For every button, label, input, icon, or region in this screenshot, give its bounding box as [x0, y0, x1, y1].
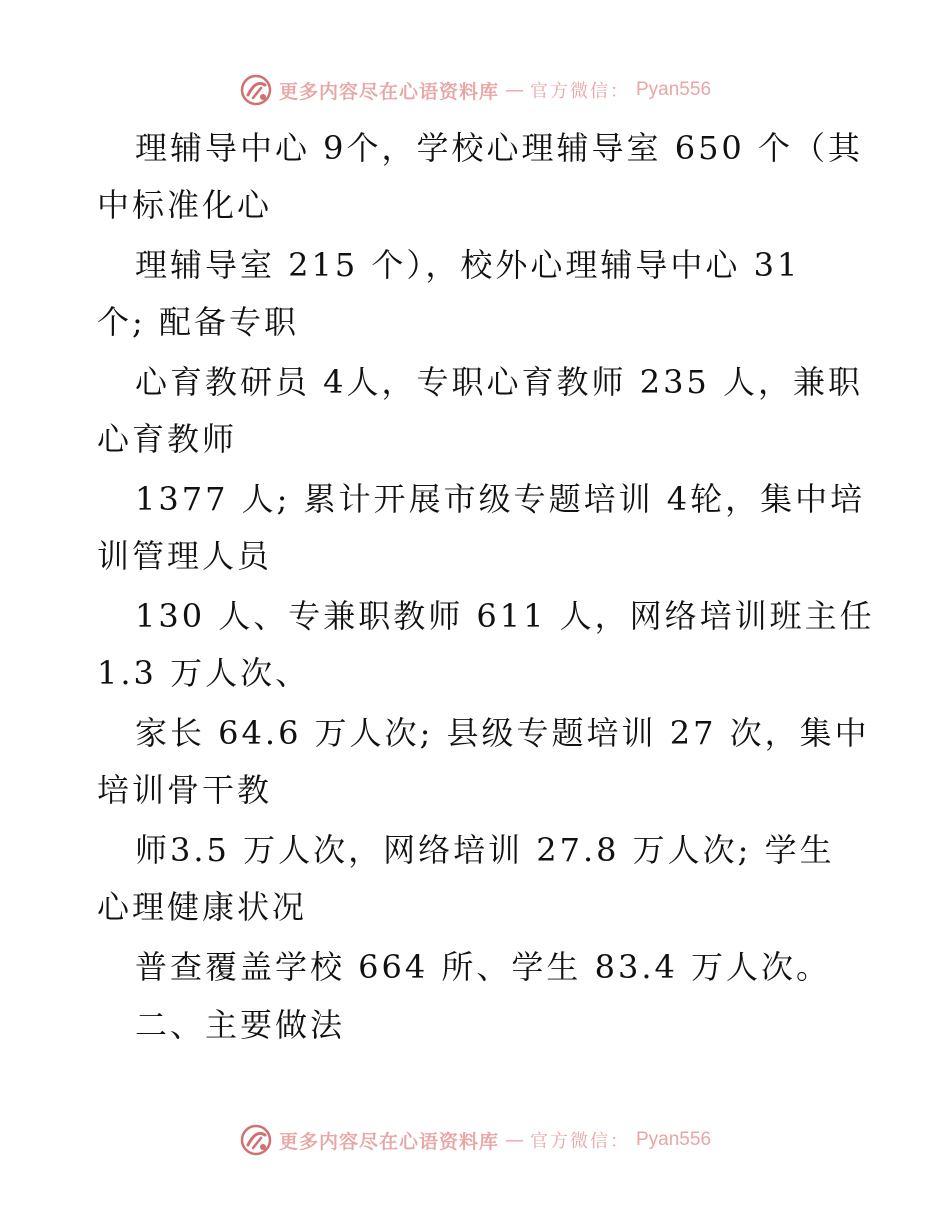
text-line: 130 人、专兼职教师 611 人，网络培训班主任	[135, 597, 875, 635]
section-heading: 二、主要做法	[135, 1006, 346, 1044]
watermark-wechat-label: 官方微信：	[530, 1131, 630, 1152]
text-line: 家长 64.6 万人次; 县级专题培训 27 次，集中	[135, 714, 870, 752]
watermark-text: 更多内容尽在心语资料库	[278, 1130, 499, 1153]
brand-logo-icon	[239, 73, 273, 107]
footer-watermark	[0, 1120, 950, 1160]
watermark-wechat-id: Pyan556	[636, 79, 712, 100]
watermark-dash: —	[505, 79, 524, 101]
text-line: 心育教研员 4人，专职心育教师 235 人，兼职	[135, 363, 863, 401]
header-watermark	[0, 70, 950, 110]
text-line: 师3.5 万人次，网络培训 27.8 万人次; 学生	[135, 831, 835, 869]
watermark-dash: —	[505, 1129, 524, 1151]
text-line: 心理健康状况	[97, 888, 308, 926]
watermark-wechat-label: 官方微信：	[530, 81, 630, 102]
text-line: 1.3 万人次、	[97, 654, 311, 692]
text-line: 理辅导室 215 个），校外心理辅导中心 31	[135, 246, 801, 284]
text-line: 中标准化心	[97, 186, 273, 224]
text-line: 培训骨干教	[97, 771, 273, 809]
watermark-text: 更多内容尽在心语资料库	[278, 80, 499, 103]
text-line: 心育教师	[97, 420, 238, 458]
text-line: 理辅导中心 9个，学校心理辅导室 650 个（其	[135, 129, 863, 167]
text-line: 个; 配备专职	[97, 303, 299, 341]
text-line: 普查覆盖学校 664 所、学生 83.4 万人次。	[135, 948, 832, 986]
text-line: 1377 人; 累计开展市级专题培训 4轮，集中培	[135, 480, 866, 518]
watermark-wechat-id: Pyan556	[636, 1129, 712, 1150]
text-line: 训管理人员	[97, 537, 273, 575]
brand-logo-icon	[239, 1123, 273, 1157]
